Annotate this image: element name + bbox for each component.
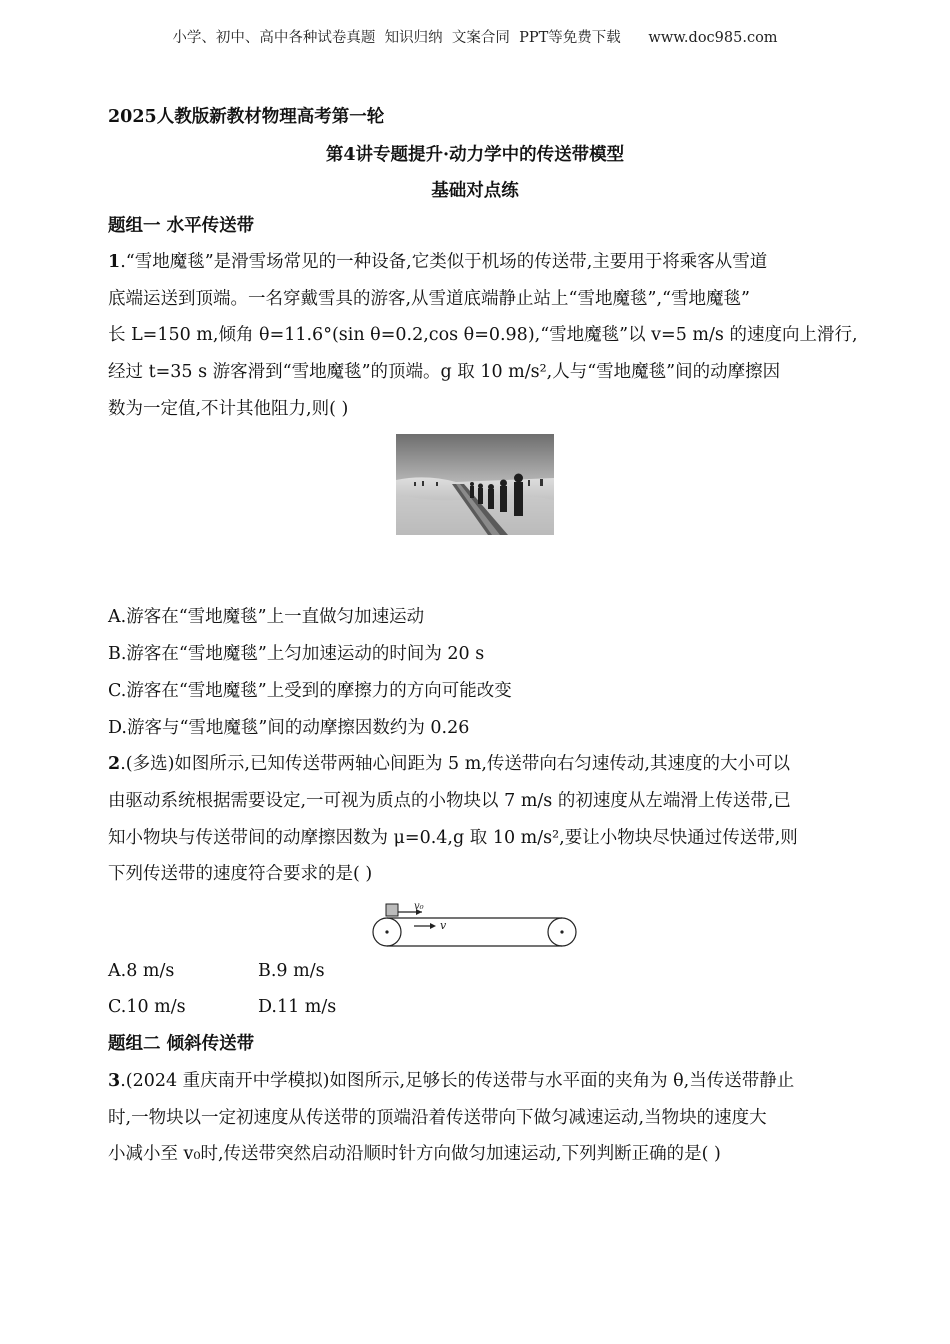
q2-line-2: 由驱动系统根据需要设定,一可视为质点的小物块以 7 m/s 的初速度从左端滑上传送带,已: [108, 791, 791, 811]
q3-number: 3: [108, 1071, 121, 1091]
block-velocity-label: v₀: [414, 901, 424, 912]
q1-line-1: 1.“雪地魔毯”是滑雪场常见的一种设备,它类似于机场的传送带,主要用于将乘客从雪道: [108, 252, 768, 272]
block-shape: [386, 904, 398, 916]
q2-option-c: C.10 m/s: [108, 997, 186, 1017]
group-heading-inclined: 题组二 倾斜传送带: [108, 1034, 255, 1054]
lecture-title: 第4讲专题提升·动力学中的传送带模型: [325, 145, 625, 165]
q1-option-d: D.游客与“雪地魔毯”间的动摩擦因数约为 0.26: [108, 718, 470, 738]
q1-line-2: 底端运送到顶端。一名穿戴雪具的游客,从雪道底端静止站上“雪地魔毯”,“雪地魔毯”: [108, 289, 750, 309]
q3-line-2: 时,一物块以一定初速度从传送带的顶端沿着传送带向下做匀减速运动,当物块的速度大: [108, 1108, 767, 1128]
q2-number: 2: [108, 754, 121, 774]
belt-velocity-label: v: [440, 919, 447, 932]
q1-option-b: B.游客在“雪地魔毯”上匀加速运动的时间为 20 s: [108, 644, 485, 664]
q1-line-4: 经过 t=35 s 游客滑到“雪地魔毯”的顶端。g 取 10 m/s²,人与“雪地魔毯”间的动摩擦因: [108, 362, 781, 382]
snow-carpet-photo: [396, 434, 554, 535]
q2-line-4: 下列传送带的速度符合要求的是( ): [108, 864, 373, 884]
q1-line-3: 长 L=150 m,倾角 θ=11.6°(sin θ=0.2,cos θ=0.98),“雪地魔毯”以 v=5 m/s 的速度向上滑行,: [108, 325, 858, 345]
q2-option-d: D.11 m/s: [258, 997, 337, 1017]
q2-line-3: 知小物块与传送带间的动摩擦因数为 μ=0.4,g 取 10 m/s²,要让小物块尽快通过传送带,则: [108, 828, 798, 848]
q3-line-3: 小减小至 v₀时,传送带突然启动沿顺时针方向做匀加速运动,下列判断正确的是( ): [108, 1144, 721, 1164]
q1-option-a: A.游客在“雪地魔毯”上一直做匀加速运动: [108, 607, 425, 627]
group-heading-horizontal: 题组一 水平传送带: [108, 216, 255, 236]
q1-number: 1: [108, 252, 121, 272]
page-header: 小学、初中、高中各种试卷真题 知识归纳 文案合同 PPT等免费下载 www.doc985.com: [172, 30, 778, 46]
q2-line-1: 2.(多选)如图所示,已知传送带两轴心间距为 5 m,传送带向右匀速传动,其速度的大小可以: [108, 754, 790, 774]
series-title: 2025人教版新教材物理高考第一轮: [108, 107, 385, 127]
q3-line-1: 3.(2024 重庆南开中学模拟)如图所示,足够长的传送带与水平面的夹角为 θ,当传送带静止: [108, 1071, 795, 1091]
q1-line-5: 数为一定值,不计其他阻力,则( ): [108, 399, 349, 419]
q2-option-b: B.9 m/s: [258, 961, 325, 981]
q2-option-a: A.8 m/s: [108, 961, 175, 981]
practice-title: 基础对点练: [431, 181, 519, 201]
conveyor-belt-diagram: [370, 896, 580, 952]
q1-option-c: C.游客在“雪地魔毯”上受到的摩擦力的方向可能改变: [108, 681, 512, 701]
